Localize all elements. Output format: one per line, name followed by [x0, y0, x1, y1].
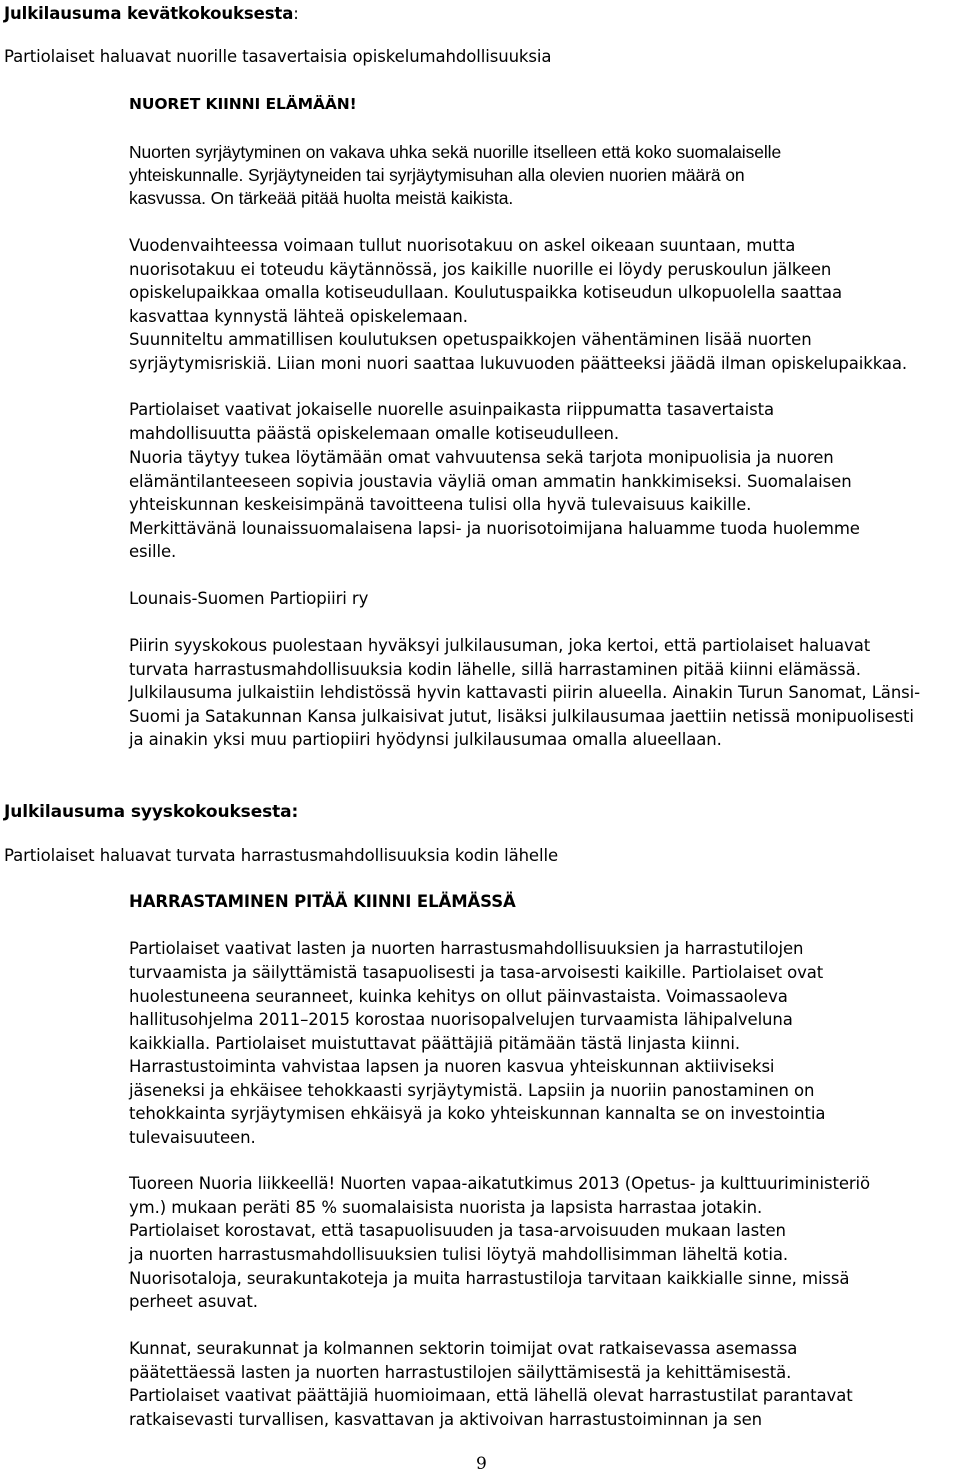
- paragraph-line: Suomi ja Satakunnan Kansa julkaisivat jutut, lisäksi julkilausumaa jaettiin netissä monipuolisesti: [129, 707, 914, 726]
- heading-kevatkokous: [4, 2, 299, 26]
- paragraph-line: Partiolaiset korostavat, että tasapuolisuuden ja tasa-arvoisuuden mukaan lasten: [129, 1221, 786, 1240]
- signature: Lounais-Suomen Partiopiiri ry: [129, 589, 369, 608]
- paragraph-line: ym.) mukaan peräti 85 % suomalaisista nuorista ja lapsista harrastaa jotakin.: [129, 1198, 763, 1217]
- paragraph-line: esille.: [129, 542, 177, 561]
- paragraph-line: Nuorten syrjäytyminen on vakava uhka sekä nuorille itselleen että koko suomalaiselle: [129, 142, 782, 162]
- paragraph-line: yhteiskunnan keskeisimpänä tavoitteena tulisi olla hyvä tulevaisuus kaikille.: [129, 495, 752, 514]
- paragraph-line: hallitusohjelma 2011–2015 korostaa nuorisopalvelujen turvaamista lähipalveluna: [129, 1010, 793, 1029]
- paragraph-line: Merkittävänä lounaissuomalaisena lapsi- ja nuorisotoimijana haluamme tuoda huolemme: [129, 519, 860, 538]
- paragraph-line: kasvussa. On tärkeää pitää huolta meistä kaikista.: [129, 188, 514, 208]
- heading-colon: :: [293, 4, 299, 23]
- paragraph-line: syrjäytymisriskiä. Liian moni nuori saattaa lukuvuoden päätteeksi jäädä ilman opiskelupaikkaa.: [129, 354, 908, 373]
- paragraph-line: Vuodenvaihteessa voimaan tullut nuorisotakuu on askel oikeaan suuntaan, mutta: [129, 236, 796, 255]
- paragraph-line: tehokkainta syrjäytymisen ehkäisyä ja koko yhteiskunnan kannalta se on investointia: [129, 1104, 826, 1123]
- paragraph-line: ja nuorten harrastusmahdollisuuksien tulisi löytyä mahdollisimman läheltä kotia.: [129, 1245, 789, 1264]
- page-number: 9: [476, 1454, 487, 1474]
- paragraph-line: mahdollisuutta päästä opiskelemaan omalle kotiseudulleen.: [129, 424, 620, 443]
- paragraph-line: turvaamista ja säilyttämistä tasapuolisesti ja tasa-arvoisesti kaikille. Partiolaiset ovat: [129, 963, 824, 982]
- paragraph-line: kaikkialla. Partiolaiset muistuttavat päättäjiä pitämään tästä linjasta kiinni.: [129, 1034, 741, 1053]
- paragraph-line: Partiolaiset vaativat päättäjiä huomioimaan, että lähellä olevat harrastustilat parantavat: [129, 1386, 853, 1405]
- paragraph-line: kasvattaa kynnystä lähteä opiskelemaan.: [129, 307, 468, 326]
- paragraph-line: elämäntilanteeseen sopivia joustavia väyliä oman ammatin hankkimiseksi. Suomalaisen: [129, 472, 852, 491]
- paragraph-line: opiskelupaikkaa omalla kotiseudullaan. Koulutuspaikka kotiseudun ulkopuolella saattaa: [129, 283, 843, 302]
- subtitle-kevatkokous: Partiolaiset haluavat nuorille tasavertaisia opiskelumahdollisuuksia: [4, 47, 552, 66]
- paragraph-line: jäseneksi ja ehkäisee tehokkaasti syrjäytymistä. Lapsiin ja nuoriin panostaminen on: [129, 1081, 815, 1100]
- paragraph-line: Nuorisotaloja, seurakuntakoteja ja muita harrastustiloja tarvitaan kaikkialle sinne, missä: [129, 1269, 850, 1288]
- paragraph-line: perheet asuvat.: [129, 1292, 258, 1311]
- paragraph-line: Tuoreen Nuoria liikkeellä! Nuorten vapaa-aikatutkimus 2013 (Opetus- ja kulttuuriministeriö: [129, 1174, 871, 1193]
- paragraph-line: Piirin syyskokous puolestaan hyväksyi julkilausuman, joka kertoi, että partiolaiset haluavat: [129, 636, 871, 655]
- heading-syyskokous: Julkilausuma syyskokouksesta:: [4, 802, 299, 822]
- paragraph-line: ja ainakin yksi muu partiopiiri hyödynsi julkilausumaa omalla alueellaan.: [129, 730, 722, 749]
- paragraph-line: yhteiskunnalle. Syrjäytyneiden tai syrjäytymisuhan alla olevien nuorien määrä on: [129, 165, 745, 185]
- heading-bold: Julkilausuma kevätkokouksesta: [4, 4, 294, 23]
- paragraph-line: Nuoria täytyy tukea löytämään omat vahvuutensa sekä tarjota monipuolisia ja nuoren: [129, 448, 834, 467]
- paragraph-line: huolestuneena seuranneet, kuinka kehitys on ollut päinvastaista. Voimassaoleva: [129, 987, 788, 1006]
- paragraph-line: Partiolaiset vaativat lasten ja nuorten harrastusmahdollisuuksien ja harrastutilojen: [129, 939, 804, 958]
- paragraph-line: turvata harrastusmahdollisuuksia kodin lähelle, sillä harrastaminen pitää kiinni elämässä.: [129, 660, 861, 679]
- subtitle-syyskokous: Partiolaiset haluavat turvata harrastusmahdollisuuksia kodin lähelle: [4, 846, 559, 865]
- paragraph-line: päätettäessä lasten ja nuorten harrastustilojen säilyttämisestä ja kehittämisestä.: [129, 1363, 792, 1382]
- title-nuoret-kiinni: NUORET KIINNI ELÄMÄÄN!: [129, 95, 357, 113]
- paragraph-line: Suunniteltu ammatillisen koulutuksen opetuspaikkojen vähentäminen lisää nuorten: [129, 330, 812, 349]
- paragraph-line: Harrastustoiminta vahvistaa lapsen ja nuoren kasvua yhteiskunnan aktiiviseksi: [129, 1057, 775, 1076]
- paragraph-line: Julkilausuma julkaistiin lehdistössä hyvin kattavasti piirin alueella. Ainakin Turun Sanomat, Länsi-: [129, 683, 921, 702]
- paragraph-line: nuorisotakuu ei toteudu käytännössä, jos kaikille nuorille ei löydy peruskoulun jälkeen: [129, 260, 832, 279]
- paragraph-line: Partiolaiset vaativat jokaiselle nuorelle asuinpaikasta riippumatta tasavertaista: [129, 400, 774, 419]
- paragraph-line: ratkaisevasti turvallisen, kasvattavan ja aktivoivan harrastustoiminnan ja sen: [129, 1410, 762, 1429]
- paragraph-line: tulevaisuuteen.: [129, 1128, 256, 1147]
- title-harrastaminen: HARRASTAMINEN PITÄÄ KIINNI ELÄMÄSSÄ: [129, 892, 516, 911]
- paragraph-line: Kunnat, seurakunnat ja kolmannen sektorin toimijat ovat ratkaisevassa asemassa: [129, 1339, 798, 1358]
